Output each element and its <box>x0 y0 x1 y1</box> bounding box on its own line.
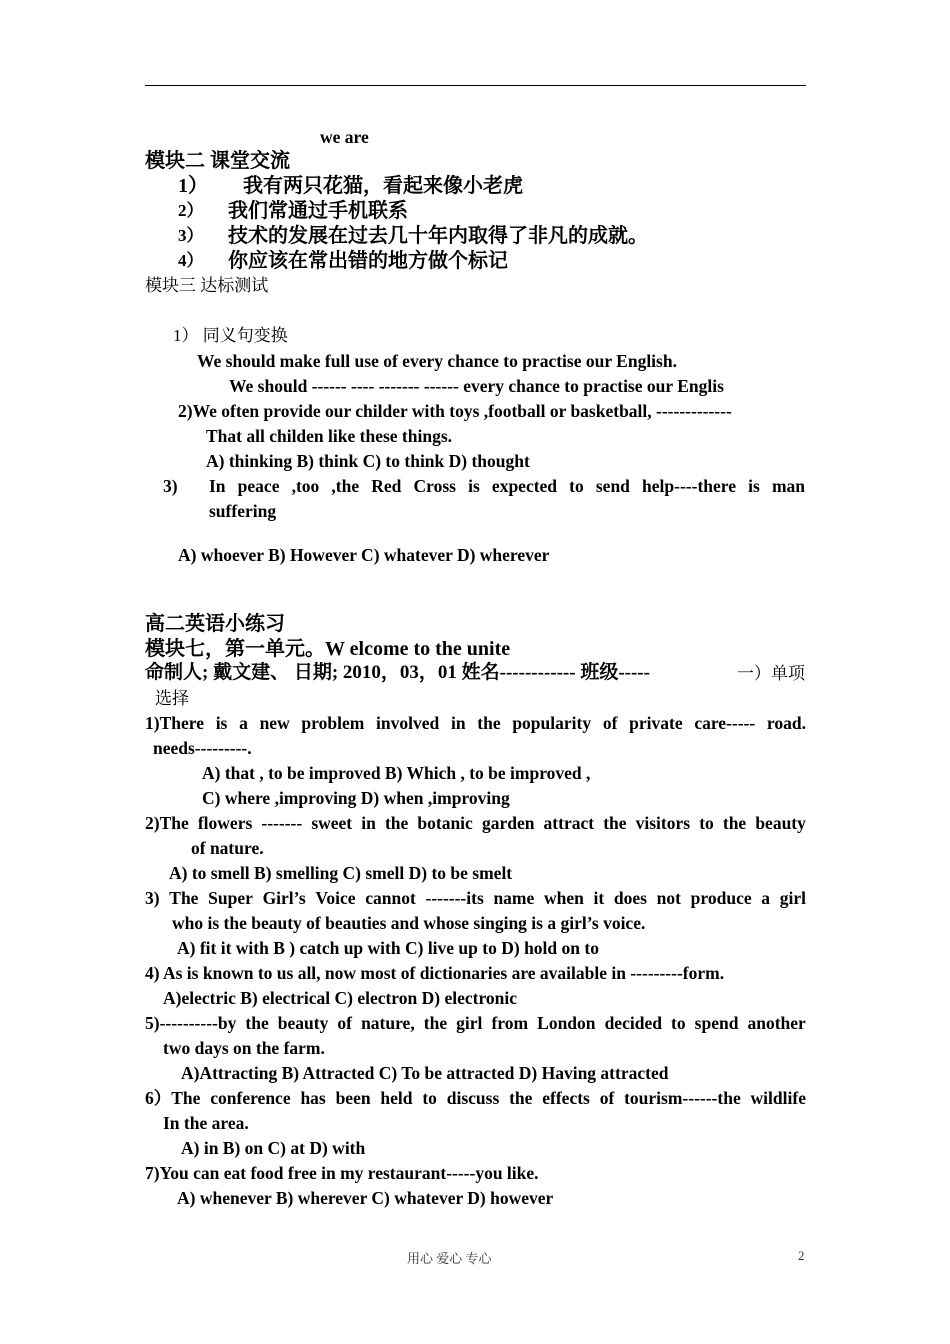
word: visitors <box>635 813 691 833</box>
exercise-meta-tail: 一）单项 <box>737 664 805 683</box>
module2-item-2-text: 我们常通过手机联系 <box>228 200 408 222</box>
word: expected <box>491 476 558 496</box>
q2-line2: That all childen like these things. <box>206 426 453 446</box>
question-1-options-b: C) where ,improving D) when ,improving <box>202 788 510 808</box>
word: name <box>493 888 535 908</box>
word: when <box>543 888 584 908</box>
word: to <box>569 476 584 496</box>
word: send <box>595 476 630 496</box>
question-4-options: A)electric B) electrical C) electron D) electronic <box>163 988 518 1008</box>
word: problem <box>301 713 365 733</box>
word: Girl’s <box>262 888 306 908</box>
question-6-line2: In the area. <box>163 1113 249 1133</box>
word: the <box>245 1013 269 1033</box>
question-4-line1: 4) As is known to us all, now most of dictionaries are available in ---------form. <box>145 963 725 983</box>
module2-item-4-num: 4） <box>178 251 204 270</box>
word: been <box>335 1088 371 1108</box>
module2-item-3-text: 技术的发展在过去几十年内取得了非凡的成就。 <box>228 225 648 247</box>
word: garden <box>481 813 535 833</box>
q2-options: A) thinking B) think C) to think D) thought <box>206 451 530 471</box>
word: peace <box>237 476 280 496</box>
word: is <box>215 713 228 733</box>
word: wildlife <box>750 1088 806 1108</box>
word: help----there <box>642 476 736 496</box>
word: the <box>722 813 747 833</box>
module3-title: 模块三 达标测试 <box>145 276 269 295</box>
question-5-line1 <box>145 1012 806 1034</box>
word: beauty <box>277 1013 329 1033</box>
word: -------its <box>425 888 484 908</box>
question-2-line1 <box>145 812 806 834</box>
word: the <box>477 713 501 733</box>
word: to <box>671 1013 686 1033</box>
word: tourism------the <box>624 1088 741 1108</box>
word: popularity <box>512 713 592 733</box>
page-number: 2 <box>798 1248 805 1263</box>
module2-item-2-num: 2） <box>178 201 204 220</box>
question-3-options: A) fit it with B ) catch up with C) live up to D) hold on to <box>177 938 599 958</box>
exercise-section-label: 选择 <box>155 689 189 708</box>
question-2-line2: of nature. <box>191 838 264 858</box>
word: ,the <box>331 476 360 496</box>
word: held <box>380 1088 413 1108</box>
word: the <box>509 1088 533 1108</box>
question-7-options: A) whenever B) wherever C) whatever D) however <box>177 1188 554 1208</box>
word: girl <box>779 888 806 908</box>
word: Cross <box>413 476 456 496</box>
word: cannot <box>365 888 416 908</box>
question-7-line1: 7)You can eat food free in my restaurant-----you like. <box>145 1163 539 1183</box>
word: has <box>300 1088 326 1108</box>
word: 2)The <box>145 813 189 833</box>
question-2-options: A) to smell B) smelling C) smell D) to be smelt <box>169 863 513 883</box>
word: London <box>537 1013 596 1033</box>
word: from <box>491 1013 529 1033</box>
word: beauty <box>755 813 806 833</box>
word: in <box>450 713 466 733</box>
word: in <box>361 813 376 833</box>
word: 5)----------by <box>145 1013 237 1033</box>
question-1-line1 <box>145 712 806 734</box>
word: care----- <box>694 713 756 733</box>
word: nature, <box>361 1013 415 1033</box>
q3-options: A) whoever B) However C) whatever D) wherever <box>178 545 550 565</box>
word: 1)There <box>145 713 204 733</box>
word: the <box>603 813 627 833</box>
q1-line1: We should make full use of every chance to practise our English. <box>197 351 677 371</box>
question-5-options: A)Attracting B) Attracted C) To be attracted D) Having attracted <box>181 1063 669 1083</box>
word: the <box>423 1013 448 1033</box>
word: of <box>599 1088 615 1108</box>
footer-motto: 用心 爱心 专心 <box>407 1251 492 1266</box>
module2-item-1-num: 1） <box>178 175 208 197</box>
word: girl <box>456 1013 483 1033</box>
word: to <box>422 1088 437 1108</box>
word: flowers <box>197 813 253 833</box>
header-fragment: we are <box>320 127 369 147</box>
question-1-line2: needs---------. <box>153 738 252 758</box>
word: the <box>384 813 409 833</box>
word: Voice <box>315 888 356 908</box>
word: discuss <box>446 1088 500 1108</box>
word: 6）The <box>145 1088 201 1108</box>
word: Super <box>208 888 253 908</box>
word: 3) <box>145 888 160 908</box>
module2-item-1-text: 我有两只花猫，看起来像小老虎 <box>243 175 523 197</box>
word: ,too <box>291 476 320 496</box>
word: decided <box>604 1013 662 1033</box>
word: produce <box>690 888 752 908</box>
module2-item-3-num: 3） <box>178 226 204 245</box>
word: In <box>209 476 226 496</box>
header-rule <box>145 85 806 86</box>
exercise-meta: 命制人; 戴文建、 日期; 2010，03，01 姓名------------ 班级----- <box>145 662 650 683</box>
word: botanic <box>417 813 473 833</box>
q2-line1: 2)We often provide our childer with toys ,football or basketball, ------------- <box>178 401 732 421</box>
word: it <box>593 888 605 908</box>
word: ------- <box>261 813 303 833</box>
word: private <box>629 713 683 733</box>
q1-line2: We should ------ ---- ------- ------ every chance to practise our Englis <box>229 376 724 396</box>
question-3-line2: who is the beauty of beauties and whose singing is a girl’s voice. <box>172 913 646 933</box>
word: The <box>169 888 199 908</box>
question-5-line2: two days on the farm. <box>163 1038 325 1058</box>
word: conference <box>210 1088 291 1108</box>
q1-title: 1） 同义句变换 <box>173 326 288 345</box>
exercise-subtitle: 模块七，第一单元。W elcome to the unite <box>145 638 511 660</box>
question-3-line1 <box>145 887 806 909</box>
word: not <box>656 888 681 908</box>
word: man <box>771 476 805 496</box>
word: spend <box>694 1013 739 1033</box>
question-6-line1 <box>145 1087 806 1109</box>
q3-num: 3) <box>163 476 178 496</box>
q3-line2: suffering <box>209 501 277 521</box>
module2-title: 模块二 课堂交流 <box>145 150 290 172</box>
word: effects <box>542 1088 590 1108</box>
word: a <box>239 713 248 733</box>
word: to <box>699 813 714 833</box>
word: Red <box>371 476 402 496</box>
word: a <box>761 888 771 908</box>
question-1-options-a: A) that , to be improved B) Which , to be improved , <box>202 763 591 783</box>
word: does <box>613 888 647 908</box>
word: is <box>468 476 480 496</box>
word: another <box>747 1013 806 1033</box>
word: involved <box>376 713 440 733</box>
word: attract <box>543 813 595 833</box>
module2-item-4-text: 你应该在常出错的地方做个标记 <box>228 250 508 272</box>
word: sweet <box>311 813 353 833</box>
exercise-title: 高二英语小练习 <box>145 613 285 635</box>
word: of <box>337 1013 352 1033</box>
q3-line1 <box>209 475 805 497</box>
word: new <box>259 713 290 733</box>
question-6-options: A) in B) on C) at D) with <box>181 1138 366 1158</box>
word: is <box>748 476 760 496</box>
word: road. <box>766 713 806 733</box>
word: of <box>602 713 618 733</box>
